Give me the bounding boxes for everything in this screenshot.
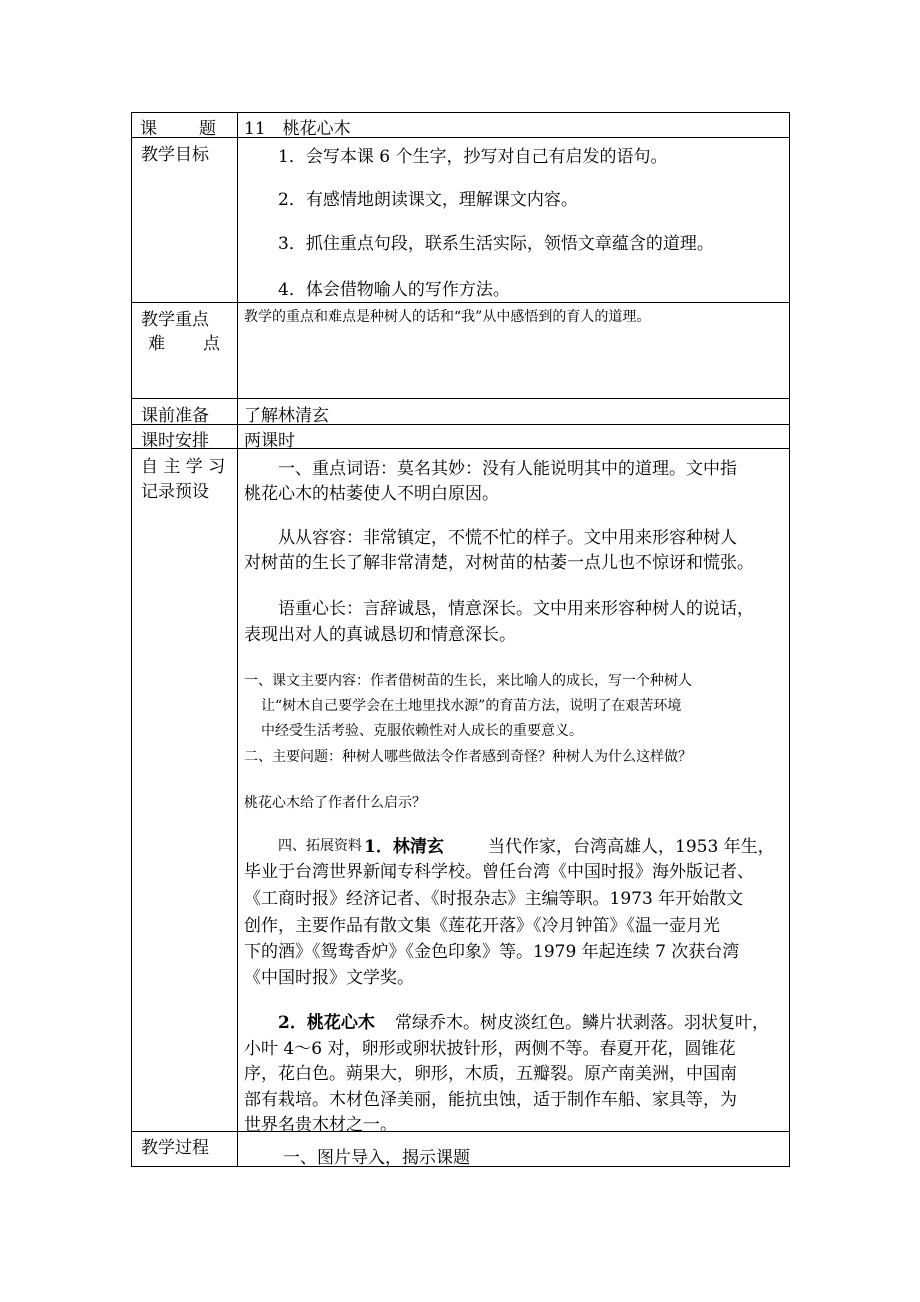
lesson-title: 11 桃花心木 [244, 119, 351, 139]
key-words-line: 对树苗的生长了解非常清楚，对树苗的枯萎一点儿也不惊讶和慌张。 [244, 553, 754, 573]
extension-line: 小叶 4～6 对，卵形或卵状披针形，两侧不等。春夏开花，圆锥花 [244, 1039, 736, 1059]
row-divider [131, 1131, 790, 1132]
process-text: 一、图片导入，揭示课题 [283, 1148, 470, 1168]
process-label: 教学过程 [141, 1138, 209, 1158]
prep-text: 了解林清玄 [244, 406, 329, 426]
extension-line: 序，花白色。蒴果大，卵形，木质，五瓣裂。原产南美洲，中国南 [244, 1064, 737, 1084]
table-border-top [131, 112, 790, 113]
key-text: 教学的重点和难点是种树人的话和“我”从中感悟到的育人的道理。 [244, 309, 651, 325]
extension-line: 《中国时报》文学奖。 [244, 968, 414, 988]
question-line: 桃花心木给了作者什么启示？ [244, 795, 426, 811]
goal-item: 1．会写本课 6 个生字，抄写对自己有启发的语句。 [278, 147, 668, 167]
key-label-b2: 点 [203, 334, 220, 354]
row-divider [131, 424, 790, 425]
title-label-b: 题 [199, 119, 216, 139]
extension-line: 创作，主要作品有散文集《莲花开落》《冷月钟笛》《温一壶月光 [244, 916, 720, 936]
content-line: 一、课文主要内容：作者借树苗的生长，来比喻人的成长，写一个种树人 [244, 673, 692, 689]
extension-line: 《工商时报》经济记者、《时报杂志》主编等职。1973 年开始散文 [244, 889, 744, 909]
extension-line: 常绿乔木。树皮淡红色。鳞片状剥落。羽状复叶， [395, 1013, 769, 1033]
content-line: 中经受生活考验、克服依赖性对人成长的重要意义。 [261, 723, 583, 739]
row-divider [131, 137, 790, 138]
column-divider [237, 112, 238, 1167]
key-words-line: 从从容容：非常镇定，不慌不忙的样子。文中用来形容种树人 [278, 528, 737, 548]
key-words-line: 语重心长：言辞诚恳，情意深长。文中用来形容种树人的说话， [278, 599, 754, 619]
extension-line: 当代作家，台湾高雄人，1953 年生， [488, 837, 775, 857]
key-words-line: 一、重点词语：莫名其妙：没有人能说明其中的道理。文中指 [278, 459, 737, 479]
self-label-a: 自 主 学 习 [141, 457, 226, 477]
extension-heading: 2．桃花心木 [278, 1013, 375, 1033]
question-line: 二、主要问题：种树人哪些做法令作者感到奇怪？种树人为什么这样做？ [244, 749, 692, 765]
hours-text: 两课时 [244, 431, 295, 451]
row-divider [131, 448, 790, 449]
goal-item: 2．有感情地朗读课文，理解课文内容。 [278, 190, 578, 210]
extension-line: 世界名贵木材之一。 [244, 1115, 397, 1135]
row-divider [131, 302, 790, 303]
key-label-a: 教学重点 [141, 310, 209, 330]
key-words-line: 桃花心木的枯萎使人不明白原因。 [244, 484, 499, 504]
extension-heading: 1．林清玄 [364, 837, 444, 857]
key-label-b1: 难 [148, 334, 165, 354]
self-label-b: 记录预设 [141, 482, 209, 502]
title-label-a: 课 [140, 119, 157, 139]
table-border-right [789, 112, 790, 1167]
extension-prefix: 四、拓展资料 [278, 838, 362, 854]
goal-item: 3．抓住重点句段，联系生活实际，领悟文章蕴含的道理。 [278, 234, 714, 254]
row-divider [131, 398, 790, 399]
extension-line: 毕业于台湾世界新闻专科学校。曾任台湾《中国时报》海外版记者、 [244, 862, 754, 882]
content-line: 让“树木自己要学会在土地里找水源”的育苗方法，说明了在艰苦环境 [261, 698, 682, 714]
prep-label: 课前准备 [141, 406, 209, 426]
extension-line: 部有栽培。木材色泽美丽，能抗虫蚀，适于制作车船、家具等，为 [244, 1090, 737, 1110]
table-border-left [131, 112, 132, 1167]
extension-line: 下的酒》《鸳鸯香炉》《金色印象》等。1979 年起连续 7 次获台湾 [244, 942, 740, 962]
hours-label: 课时安排 [141, 431, 209, 451]
goals-label: 教学目标 [141, 145, 209, 165]
goal-item: 4．体会借物喻人的写作方法。 [278, 280, 510, 300]
key-words-line: 表现出对人的真诚恳切和情意深长。 [244, 625, 516, 645]
